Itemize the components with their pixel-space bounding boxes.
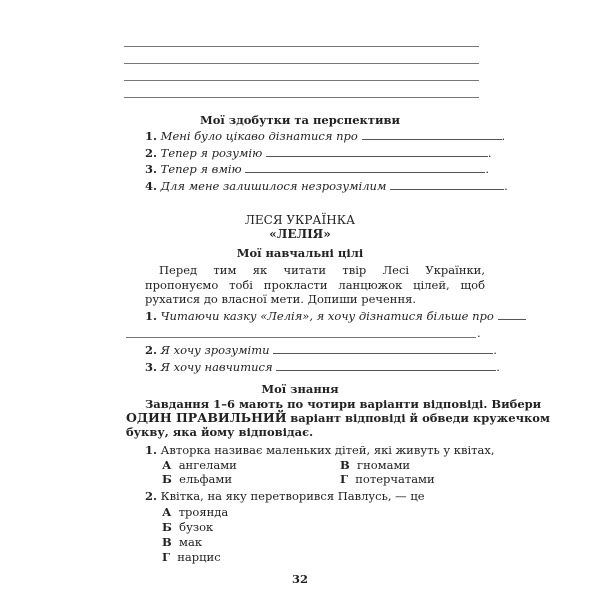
period: . xyxy=(477,326,481,340)
question-2: 2. Квітка, на яку перетворився Павлусь, — це xyxy=(145,489,425,503)
knowledge-title: Мої знання xyxy=(261,382,339,396)
achievement-item-3: 3. Тепер я вмію . xyxy=(145,162,489,176)
answer-line[interactable] xyxy=(266,146,488,157)
writing-line xyxy=(124,97,479,98)
achievement-item-4: 4. Для мене залишилося незрозумілим . xyxy=(145,179,508,193)
goal-item-1-continuation-line[interactable] xyxy=(126,337,476,338)
goal-item-1: 1. Читаючи казку «Лелія», я хочу дізнатися більше про xyxy=(145,309,526,323)
option-a[interactable]: А троянда xyxy=(162,505,229,519)
option-b[interactable]: Б ельфами xyxy=(162,472,232,486)
option-v[interactable]: В мак xyxy=(162,535,203,549)
instruction-line-1: Завдання 1–6 мають по чотири варіанти відповіді. Вибери xyxy=(145,397,542,411)
answer-line[interactable] xyxy=(498,309,526,320)
achievement-item-2: 2. Тепер я розумію . xyxy=(145,146,492,160)
answer-line[interactable] xyxy=(362,129,502,140)
question-1: 1. Авторка називає маленьких дітей, які живуть у квітах, xyxy=(145,443,495,457)
answer-line[interactable] xyxy=(390,179,504,190)
work-title: «ЛЕЛІЯ» xyxy=(269,227,331,241)
page-number: 32 xyxy=(291,572,308,586)
goal-item-3: 3. Я хочу навчитися . xyxy=(145,360,500,374)
instruction-line-2: ОДИН ПРАВИЛЬНИЙ варіант відповіді й обведи кружечком xyxy=(126,410,550,425)
option-g[interactable]: Г потерчатами xyxy=(340,472,435,486)
answer-line[interactable] xyxy=(245,162,485,173)
option-v[interactable]: В гномами xyxy=(340,458,411,472)
answer-line[interactable] xyxy=(273,343,493,354)
achievement-item-1: 1. Мені було цікаво дізнатися про . xyxy=(145,129,506,143)
writing-line xyxy=(124,63,479,64)
answer-line[interactable] xyxy=(276,360,496,371)
work-author: ЛЕСЯ УКРАЇНКА xyxy=(244,213,356,227)
option-g[interactable]: Г нарцис xyxy=(162,550,221,564)
writing-line xyxy=(124,80,479,81)
option-b[interactable]: Б бузок xyxy=(162,520,214,534)
option-a[interactable]: А ангелами xyxy=(162,458,237,472)
goals-intro: Перед тим як читати твір Лесі Українки, пропонуємо тобі прокласти ланцюжок цілей, щоб рухатися до власної мети. Допиши речення. xyxy=(145,263,485,306)
instruction-line-3: букву, яка йому відповідає. xyxy=(126,425,314,439)
writing-line xyxy=(124,46,479,47)
goal-item-2: 2. Я хочу зрозуміти . xyxy=(145,343,497,357)
goals-title: Мої навчальні цілі xyxy=(236,246,364,260)
achievements-title: Мої здобутки та перспективи xyxy=(199,113,400,127)
